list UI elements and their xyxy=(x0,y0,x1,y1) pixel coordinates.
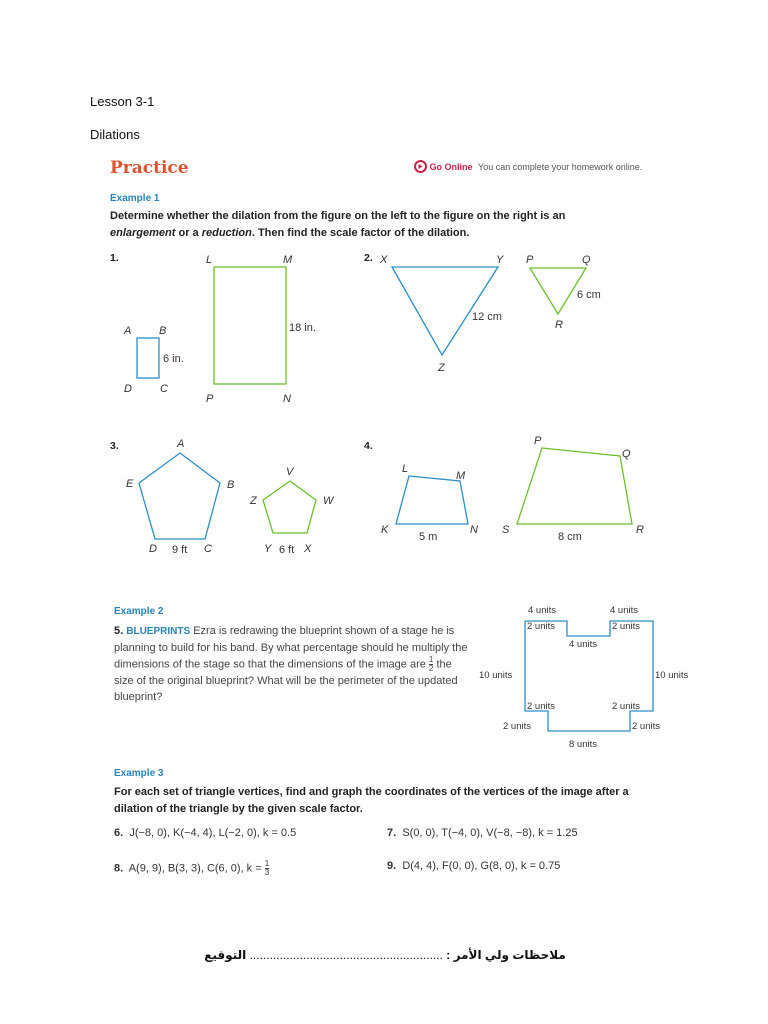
large-quadrilateral-pqrs xyxy=(517,448,632,524)
side-length-9ft: 9 ft xyxy=(172,544,188,556)
problem2-number: 2. xyxy=(364,252,373,264)
label-inner-bottom-left: 2 units xyxy=(527,701,555,712)
small-pentagon-vwxyz xyxy=(263,481,316,533)
example3-label: Example 3 xyxy=(114,768,164,779)
vertex-x: X xyxy=(380,254,388,266)
vertex-p: P xyxy=(534,435,542,447)
large-pentagon-abcde xyxy=(139,453,220,539)
problem5-text: 5. BLUEPRINTS Ezra is redrawing the blueprint shown of a stage he is planning to build for his band. By what percentage should he multiply the dimensions of the stage so that the dimensions of the image are $\frac{1}{2}$ the size of the original blueprint? What will be the perimeter of the updated blueprint? xyxy=(114,625,468,703)
vertex-z: Z xyxy=(438,362,445,374)
label-left-side: 10 units xyxy=(479,670,513,681)
label-leg-left: 2 units xyxy=(503,721,531,732)
go-online-label: Go Online xyxy=(429,162,473,172)
vertex-m: M xyxy=(456,470,466,482)
example1-label: Example 1 xyxy=(110,193,160,204)
side-length-18in: 18 in. xyxy=(289,322,316,334)
vertex-y: Y xyxy=(496,254,504,266)
problem3-number: 3. xyxy=(110,440,119,452)
problem8: 8. A(9, 9), B(3, 3), C(6, 0), k = $\frac{1}{3}$ xyxy=(114,859,270,877)
problem6: 6. J(−8, 0), K(−4, 4), L(−2, 0), k = 0.5 xyxy=(114,827,297,839)
vertex-q: Q xyxy=(582,254,591,266)
label-leg-right: 2 units xyxy=(632,721,660,732)
vertex-b: B xyxy=(227,479,235,491)
blueprint-figure xyxy=(470,598,710,758)
label-notch-right: 2 units xyxy=(612,621,640,632)
small-quadrilateral-klmn xyxy=(396,476,468,524)
vertex-p: P xyxy=(206,393,214,405)
practice-title: Practice xyxy=(110,158,189,178)
lesson-title: Lesson 3-1 xyxy=(90,94,155,109)
problem1-number: 1. xyxy=(110,252,119,264)
example2-label: Example 2 xyxy=(114,606,164,617)
problem9: 9. D(4, 4), F(0, 0), G(8, 0), k = 0.75 xyxy=(387,860,561,872)
go-online-banner[interactable] xyxy=(414,160,642,173)
vertex-n: N xyxy=(283,393,291,405)
problem2-figure xyxy=(372,245,622,380)
problem4-number: 4. xyxy=(364,440,373,452)
side-length-6ft: 6 ft xyxy=(279,544,295,556)
side-length-8cm: 8 cm xyxy=(558,531,582,543)
vertex-m: M xyxy=(283,254,293,266)
go-online-icon xyxy=(414,160,427,173)
vertex-s: S xyxy=(502,524,510,536)
vertex-p: P xyxy=(526,254,534,266)
vertex-l: L xyxy=(206,254,213,266)
vertex-r: R xyxy=(555,319,563,331)
vertex-l: L xyxy=(402,463,409,475)
label-notch-bottom: 4 units xyxy=(569,639,597,650)
label-right-side: 10 units xyxy=(655,670,689,681)
vertex-v: V xyxy=(286,466,294,478)
vertex-e: E xyxy=(126,478,134,490)
vertex-z: Z xyxy=(250,495,257,507)
problem1-figure xyxy=(115,245,345,410)
go-online-text: You can complete your homework online. xyxy=(478,162,643,172)
side-length-6in: 6 in. xyxy=(163,353,184,365)
blueprint-outline xyxy=(525,621,653,731)
vertex-d: D xyxy=(124,383,132,395)
topic-title: Dilations xyxy=(90,127,140,142)
vertex-k: K xyxy=(381,524,389,536)
vertex-a: A xyxy=(124,325,132,337)
label-top-left: 4 units xyxy=(528,605,556,616)
vertex-d: D xyxy=(149,543,157,555)
vertex-b: B xyxy=(159,325,167,337)
label-top-right: 4 units xyxy=(610,605,638,616)
side-length-12cm: 12 cm xyxy=(472,311,502,323)
example3-instruction: For each set of triangle vertices, find and graph the coordinates of the vertices of the image after a dilation of the triangle by the given scale factor. xyxy=(114,786,629,815)
side-length-6cm: 6 cm xyxy=(577,289,601,301)
problem7: 7. S(0, 0), T(−4, 0), V(−8, −8), k = 1.25 xyxy=(387,827,578,839)
vertex-x: X xyxy=(304,543,312,555)
label-notch-left: 2 units xyxy=(527,621,555,632)
problem4-figure xyxy=(372,433,662,548)
vertex-c: C xyxy=(160,383,168,395)
label-inner-bottom-right: 2 units xyxy=(612,701,640,712)
vertex-a: A xyxy=(177,438,185,450)
example1-instruction: Determine whether the dilation from the figure on the left to the figure on the right is an enlargement or a reduction. Then find the scale factor of the dilation. xyxy=(110,210,566,239)
vertex-q: Q xyxy=(622,448,631,460)
problem3-figure xyxy=(115,433,355,563)
small-rectangle-abcd xyxy=(137,338,159,378)
vertex-n: N xyxy=(470,524,478,536)
vertex-r: R xyxy=(636,524,644,536)
vertex-y: Y xyxy=(264,543,272,555)
side-length-5m: 5 m xyxy=(419,531,438,543)
label-bottom: 8 units xyxy=(569,739,597,750)
parent-notes-line: ملاحظات ولي الأمر : .......................................................... التوقيع xyxy=(204,948,566,962)
vertex-w: W xyxy=(323,495,334,507)
vertex-c: C xyxy=(204,543,212,555)
large-rectangle-lmnp xyxy=(214,267,286,384)
